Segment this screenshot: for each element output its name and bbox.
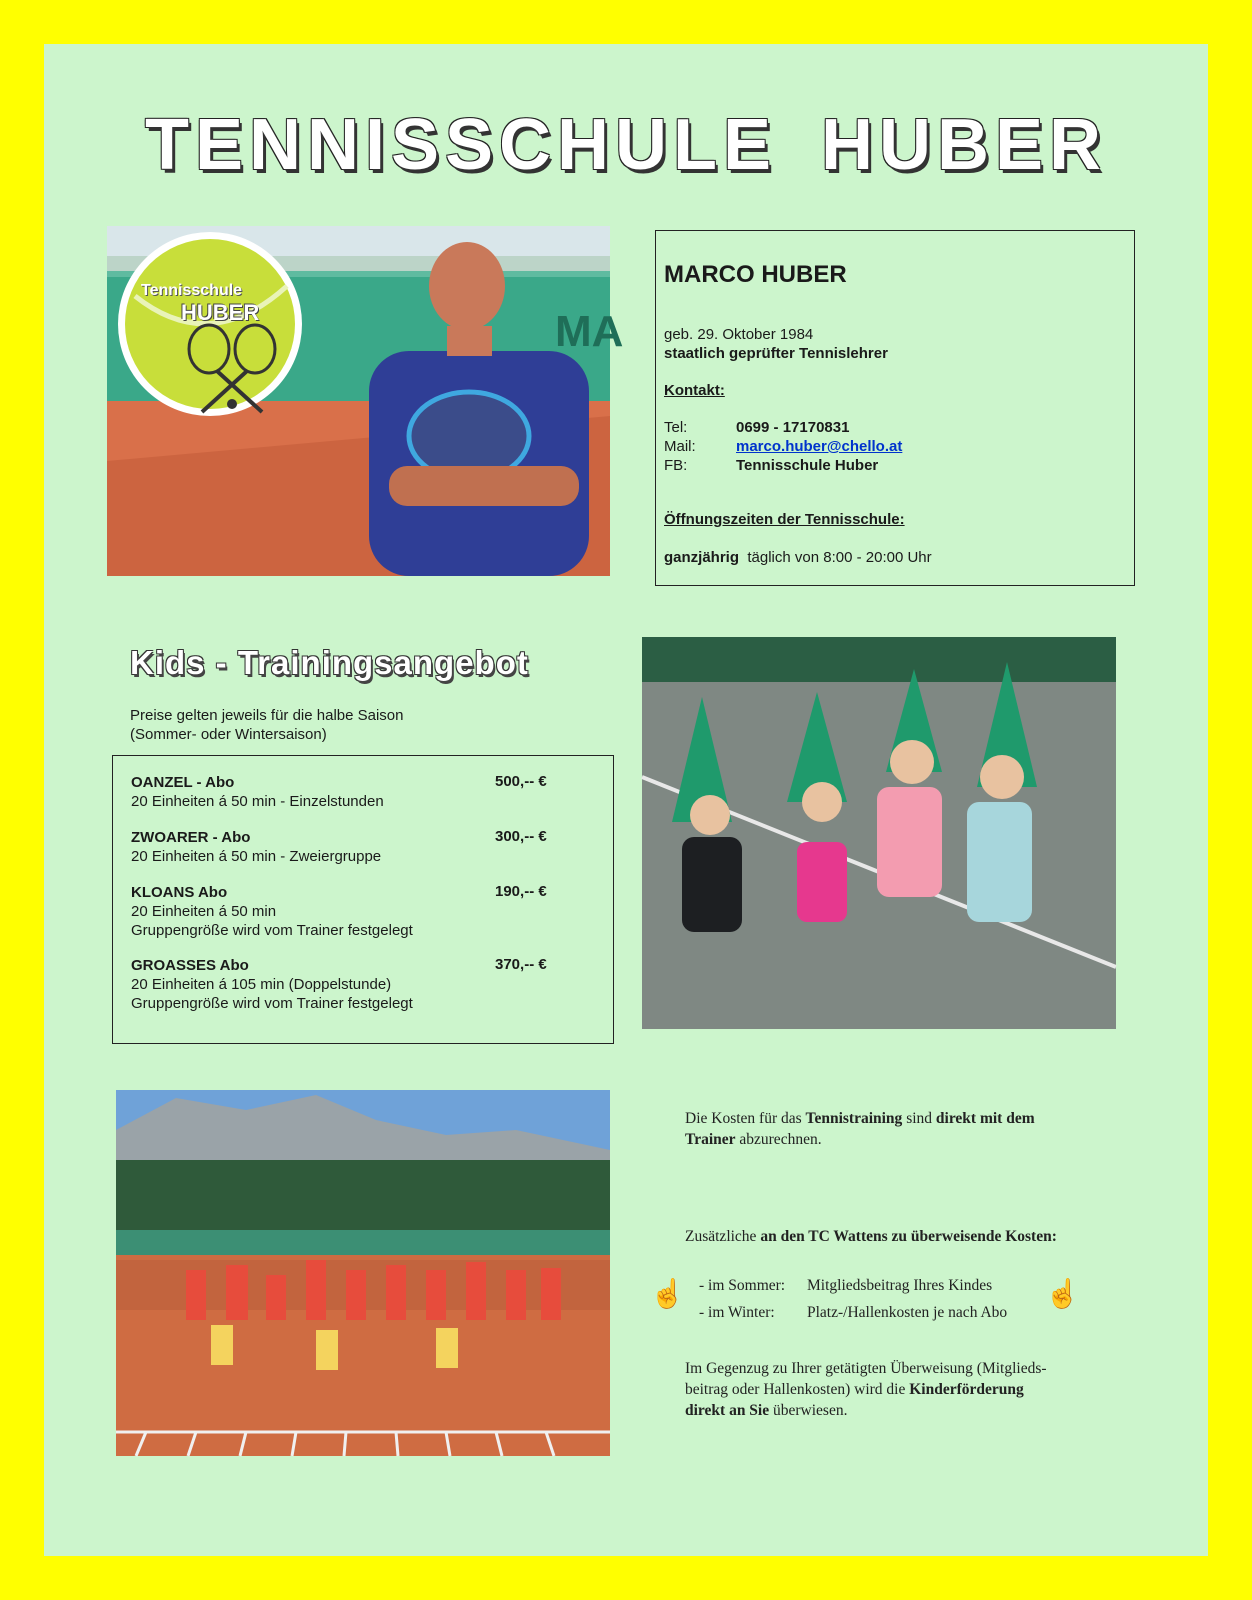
cost-paragraph-3 [685, 1358, 1047, 1421]
offer-item [131, 956, 413, 1013]
mail-label: Mail: [664, 438, 696, 455]
logo-text-line1: Tennisschule [141, 282, 243, 299]
cost-text: beitrag oder Hallenkosten) wird die [685, 1381, 910, 1398]
cost-text-bold: Kinderförderung [909, 1381, 1024, 1398]
group-photo-illustration [116, 1090, 610, 1456]
qualification: staatlich geprüfter Tennislehrer [664, 345, 888, 362]
hours-bold: ganzjährig [664, 549, 740, 566]
logo-text-line2: HUBER [181, 300, 260, 325]
offer-price: 300,-- € [495, 828, 547, 845]
offer-name: ZWOARER - Abo [131, 829, 251, 846]
cost-text: Die Kosten für das [685, 1110, 806, 1127]
offer-detail: 20 Einheiten á 50 min - Zweiergruppe [131, 848, 382, 865]
cost-paragraph-1 [685, 1108, 1035, 1150]
offer-item [131, 828, 381, 866]
winter-value: Platz-/Hallenkosten je nach Abo [807, 1304, 1008, 1321]
cost-text: Im Gegenzug zu Ihrer getätigten Überweisung (Mitglieds- [685, 1360, 1047, 1377]
fb-label: FB: [664, 457, 688, 474]
offer-price: 500,-- € [495, 773, 547, 790]
offer-detail-2: Gruppengröße wird vom Trainer festgelegt [131, 995, 413, 1012]
price-note [130, 706, 404, 744]
cost-text: überwiesen. [769, 1402, 848, 1419]
tel-value: 0699 - 17170831 [736, 419, 850, 436]
mail-link[interactable]: marco.huber@chello.at [736, 438, 903, 455]
offer-item [131, 773, 384, 811]
fb-value: Tennisschule Huber [736, 457, 879, 474]
offer-item [131, 883, 413, 940]
cost-text: Zusätzliche [685, 1228, 761, 1245]
offer-price: 190,-- € [495, 883, 547, 900]
hours-line [664, 549, 932, 566]
pointing-hand-icon: ☝ [1045, 1278, 1080, 1309]
page-title: TENNISSCHULE HUBER [144, 105, 1108, 185]
kids-title: Kids - Trainingsangebot [130, 644, 529, 681]
pointing-hand-icon: ☝ [650, 1278, 685, 1309]
price-note-line1: Preise gelten jeweils für die halbe Saison [130, 707, 404, 724]
offer-name: GROASSES Abo [131, 957, 249, 974]
birth-date: geb. 29. Oktober 1984 [664, 326, 814, 343]
offer-detail-2: Gruppengröße wird vom Trainer festgelegt [131, 922, 413, 939]
price-note-line2: (Sommer- oder Wintersaison) [130, 726, 327, 743]
crossed-rackets-icon [177, 324, 287, 414]
cost-text-bold: Trainer [685, 1131, 736, 1148]
offer-price: 370,-- € [495, 956, 547, 973]
trainer-info-box [655, 230, 1135, 586]
svg-text:MA: MA [555, 307, 624, 356]
trainer-name: MARCO HUBER [664, 261, 847, 288]
trainer-photo [107, 226, 624, 576]
winter-label: - im Winter: [699, 1304, 775, 1321]
flyer-page [44, 44, 1208, 1556]
cost-paragraph-2 [685, 1226, 1057, 1247]
cost-text-bold: an den TC Wattens zu überweisende Kosten: [760, 1228, 1057, 1245]
group-photo [116, 1090, 610, 1456]
hours-text: täglich von 8:00 - 20:00 Uhr [747, 549, 932, 566]
kids-cones-photo [642, 637, 1116, 1029]
price-list-box [112, 755, 614, 1044]
hours-heading: Öffnungszeiten der Tennisschule: [664, 511, 905, 528]
offer-name: KLOANS Abo [131, 884, 228, 901]
contact-heading: Kontakt: [664, 382, 725, 399]
cost-text-bold: direkt an Sie [685, 1402, 770, 1419]
offer-detail: 20 Einheiten á 50 min [131, 903, 277, 920]
kids-cones-illustration [642, 637, 1116, 1029]
cost-text-bold: Tennistraining [805, 1110, 903, 1127]
tel-label: Tel: [664, 419, 688, 436]
cost-text: sind [902, 1110, 936, 1127]
cost-text: abzurechnen. [735, 1131, 822, 1148]
cost-text-bold: direkt mit dem [935, 1110, 1035, 1127]
summer-value: Mitgliedsbeitrag Ihres Kindes [807, 1277, 993, 1294]
offer-detail: 20 Einheiten á 105 min (Doppelstunde) [131, 976, 392, 993]
summer-label: - im Sommer: [699, 1277, 786, 1294]
offer-detail: 20 Einheiten á 50 min - Einzelstunden [131, 793, 384, 810]
offer-name: OANZEL - Abo [131, 774, 235, 791]
